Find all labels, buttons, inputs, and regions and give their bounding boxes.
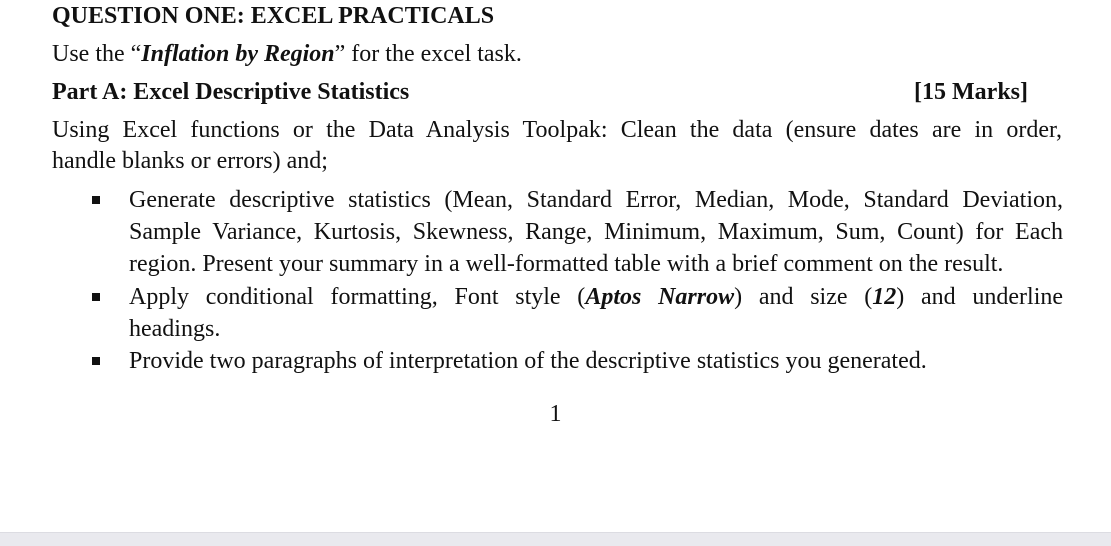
bullet-segment: Apply conditional formatting, Font style ( (129, 284, 586, 310)
part-a-heading: Part A: Excel Descriptive Statistics (52, 79, 410, 105)
bullet-segment: ) and underline (896, 284, 1064, 310)
dataset-instruction-before: Use the “ (52, 41, 142, 67)
font-name: Aptos Narrow (585, 284, 735, 310)
bullet-line: Sample Variance, Kurtosis, Skewness, Range, Minimum, Maximum, Sum, Count) for Each (129, 219, 1063, 245)
question-title: QUESTION ONE: EXCEL PRACTICALS (52, 3, 495, 29)
intro-line: handle blanks or errors) and; (52, 148, 328, 174)
bullet-line: Provide two paragraphs of interpretation of the descriptive statistics you generated. (129, 348, 927, 374)
intro-paragraph (52, 115, 1062, 177)
square-bullet-icon (92, 196, 100, 204)
intro-line: Using Excel functions or the Data Analysis Toolpak: Clean the data (ensure dates are in order, (52, 117, 1062, 143)
bullet-text (129, 184, 1063, 280)
dataset-instruction-after: ” for the excel task. (334, 41, 522, 67)
bullet-line: region. Present your summary in a well-formatted table with a brief comment on the result. (129, 251, 1004, 277)
square-bullet-icon (92, 357, 100, 365)
bullet-line: Generate descriptive statistics (Mean, Standard Error, Median, Mode, Standard Deviation, (129, 187, 1063, 213)
page-number: 1 (549, 401, 562, 427)
viewer-bottom-bar (0, 532, 1111, 546)
bullet-text (129, 345, 1063, 377)
square-bullet-icon (92, 293, 100, 301)
bullet-line (129, 281, 1063, 313)
dataset-name: Inflation by Region (141, 41, 335, 67)
bullet-line: headings. (129, 316, 221, 342)
part-a-heading-row (52, 77, 1028, 107)
part-a-marks: [15 Marks] (914, 79, 1028, 105)
dataset-instruction (52, 39, 522, 69)
bullet-segment: ) and size ( (734, 284, 873, 310)
font-size: 12 (872, 284, 897, 310)
bullet-text (129, 281, 1063, 345)
